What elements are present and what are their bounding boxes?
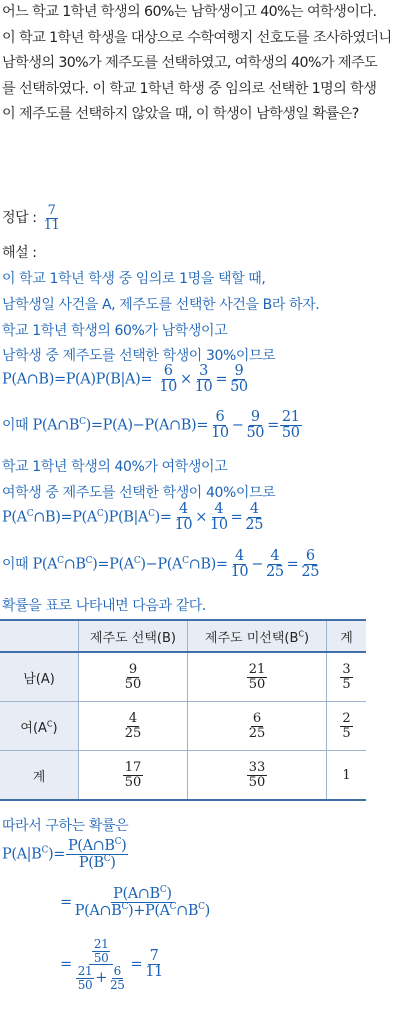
answer-fraction: [42, 204, 62, 232]
problem-text: [2, 0, 398, 128]
fraction-denominator: 50: [93, 950, 109, 965]
fraction-denominator: 11: [43, 217, 60, 233]
fraction: [157, 364, 179, 395]
fraction-numerator: 4: [249, 501, 259, 517]
header-text: 제주도 선택(B): [90, 630, 176, 646]
fraction-denominator: 10: [211, 425, 229, 442]
table-cell: [79, 702, 188, 751]
fraction-numerator: $P(A\cap B^C)$: [113, 885, 172, 902]
fraction-denominator: 11: [145, 964, 163, 981]
fraction: [340, 663, 352, 691]
fraction-text: P(A∩B: [113, 885, 160, 902]
equation-4: 이때 $P(A^C\cap B^C)=P(A^C)-P(A^C\cap B)=$ $\frac{4}{10}$ − $\frac{4}{25}$ = $\frac{6}{25}$: [2, 548, 320, 581]
fraction: [209, 410, 231, 441]
fraction-denominator: 50: [281, 425, 300, 442]
fraction: [123, 712, 144, 740]
solution-line: 여학생 중 제주도를 선택한 학생이 40%이므로: [2, 485, 276, 501]
table-cell: [79, 751, 188, 801]
fraction-denominator: 25: [248, 725, 266, 741]
fraction: [92, 938, 110, 964]
fraction-numerator: 7: [47, 203, 56, 218]
fraction-denominator: 10: [159, 379, 177, 396]
fraction: [108, 965, 126, 991]
fraction-denominator: 10: [174, 517, 193, 534]
fraction-denominator: 25: [109, 977, 125, 992]
fraction: [208, 502, 230, 533]
fraction-numerator: 17: [124, 759, 142, 775]
table-cell: [188, 652, 327, 702]
fraction-numerator: [89, 938, 113, 965]
fraction-text: P(B: [78, 854, 104, 871]
solution-line: 남학생 중 제주도를 선택한 학생이 30%이므로: [2, 348, 276, 364]
fraction-denominator: 25: [124, 725, 142, 741]
fraction-denominator: 50: [246, 425, 265, 442]
table-header-cell: 제주도 미선택$(B^C)$: [188, 620, 327, 652]
table-cell: 1: [327, 751, 367, 801]
fraction: [299, 549, 321, 580]
table-row: [0, 751, 366, 801]
fraction: [243, 502, 265, 533]
problem-line: 이 학교 1학년 학생을 대상으로 수학여행지 선호도를 조사하였더니: [2, 29, 392, 46]
table-header-row: [0, 620, 366, 652]
probability-table: [0, 619, 366, 801]
answer-row: [2, 204, 62, 232]
solution-label: 해설 :: [2, 245, 37, 261]
table-cell: [327, 652, 367, 702]
fraction-numerator: 7: [149, 947, 159, 964]
row-label-text: 여(A: [20, 720, 47, 736]
fraction-text: P(A∩B: [74, 902, 122, 919]
fraction-numerator: 9: [128, 661, 138, 677]
fraction-denominator: 10: [230, 564, 249, 581]
fraction-text: P(A∩B: [67, 837, 115, 854]
row-label: 여$(A^C)$: [0, 702, 79, 751]
fraction-numerator: 21: [93, 937, 109, 951]
table-header-cell: [0, 620, 79, 652]
equation-prefix: 이때: [2, 556, 29, 573]
fraction-numerator: 33: [248, 759, 266, 775]
fraction-denominator: 50: [77, 977, 93, 992]
fraction-denominator: 5: [342, 725, 351, 741]
solution-line: 학교 1학년 학생의 60%가 남학생이고: [2, 323, 228, 339]
fraction-denominator: 5: [342, 676, 351, 692]
solution-line: 이 학교 1학년 학생 중 임의로 1명을 택할 때,: [2, 271, 266, 287]
equation-text: )=P(A)−P(A∩B)=: [85, 417, 209, 434]
fraction-numerator: 6: [215, 409, 225, 425]
fraction: [244, 410, 266, 441]
fraction-denominator: 50: [248, 774, 266, 790]
fraction-numerator: 3: [199, 363, 208, 379]
fraction-denominator: 50: [124, 676, 142, 692]
header-text: 제주도 미선택(B: [204, 630, 299, 646]
fraction-text: P(A: [144, 902, 170, 919]
table-cell: [188, 702, 327, 751]
fraction-numerator: 6: [305, 548, 315, 564]
solution-line: 확률을 표로 나타내면 다음과 같다.: [2, 598, 206, 614]
solution-line: 학교 1학년 학생의 40%가 여학생이고: [2, 459, 228, 475]
row-label: 계: [0, 751, 79, 801]
fraction: [76, 965, 94, 991]
fraction-numerator: 21: [281, 409, 300, 425]
fraction: [73, 938, 130, 991]
final-eq-3: = $\frac{21}{50}$ $\frac{21}{50}$ + $\frac{6}{25}$ = $\frac{7}{11}$: [60, 937, 163, 992]
table-header-cell: 계: [327, 620, 367, 652]
equation-prefix: 이때: [2, 417, 29, 434]
fraction-denominator: $P(B^C)$: [78, 854, 116, 871]
fraction-numerator: 3: [342, 661, 351, 677]
fraction: [247, 761, 268, 789]
equation-text: P(A∩B)=P(A)P(B|A)=: [2, 371, 153, 388]
fraction: [247, 663, 268, 691]
table-header-cell: [79, 620, 188, 652]
fraction-denominator: 25: [245, 517, 264, 534]
fraction-numerator: 2: [342, 710, 351, 726]
fraction: [280, 410, 302, 441]
fraction: [123, 761, 144, 789]
equation-1: P(A∩B)=P(A)P(B|A)= $\frac{6}{10}$ × $\frac{3}{10}$ = $\frac{9}{50}$: [2, 363, 248, 396]
final-eq-1: $P(A|B^C)=$ $\frac{P(A\cap B^C)}{P(B^C)}$: [2, 837, 127, 871]
fraction-numerator: 4: [128, 710, 138, 726]
fraction-denominator: 50: [124, 774, 142, 790]
fraction-numerator: 9: [250, 409, 260, 425]
fraction-denominator: $\frac{21}{50}$ + $\frac{6}{25}$: [77, 964, 125, 992]
fraction: [123, 663, 144, 691]
fraction-numerator: 4: [270, 548, 280, 564]
table-cell: [327, 702, 367, 751]
fraction-numerator: 4: [235, 548, 244, 564]
fraction-denominator: 10: [194, 379, 213, 396]
fraction: [173, 502, 195, 533]
fraction-numerator: 4: [179, 501, 188, 517]
fraction-denominator: 50: [248, 676, 266, 692]
fraction-numerator: $P(A\cap B^C)$: [67, 837, 127, 854]
fraction-numerator: 9: [234, 363, 244, 379]
fraction-numerator: 4: [214, 501, 224, 517]
problem-line: 를 선택하였다. 이 학교 1학년 학생 중 임의로 선택한 1명의 학생: [2, 80, 377, 97]
problem-line: 이 제주도를 선택하지 않았을 때, 이 학생이 남학생일 확률은?: [2, 106, 359, 122]
fraction-denominator: 25: [301, 564, 320, 581]
fraction: [193, 364, 215, 395]
answer-label: 정답 :: [2, 210, 37, 227]
fraction-denominator: 10: [210, 517, 228, 534]
fraction-numerator: 6: [113, 964, 121, 979]
fraction: [228, 364, 250, 395]
table-row: [0, 652, 366, 702]
fraction: [66, 838, 128, 871]
equation-2: 이때 $P(A\cap B^C)=P(A)-P(A\cap B)=$ $\frac{6}{10}$ − $\frac{9}{50}$ = $\frac{21}{50}$: [2, 409, 300, 442]
fraction: [73, 886, 212, 919]
table-row: [0, 702, 366, 751]
problem-line: 어느 학교 1학년 학생의 60%는 남학생이고 40%는 여학생이다.: [2, 4, 377, 20]
fraction-numerator: 21: [77, 964, 93, 979]
fraction-denominator: $P(A\cap B^C)+P(A^C\cap B^C)$: [74, 902, 210, 919]
final-answer-fraction: [143, 949, 165, 980]
solution-line: 남학생일 사건을 A, 제주도를 선택한 사건을 B라 하자.: [2, 297, 320, 313]
equation-3: $P(A^C\cap B)=P(A^C)P(B|A^C)=$ $\frac{4}{10}$ × $\frac{4}{10}$ = $\frac{4}{25}$: [2, 501, 264, 534]
fraction-numerator: 21: [248, 661, 266, 677]
final-eq-2: = $\frac{P(A\cap B^C)}{P(A\cap B^C)+P(A^C\cap B^C)}$: [60, 885, 210, 919]
fraction: [247, 712, 268, 740]
fraction: [229, 549, 251, 580]
fraction-denominator: 25: [266, 564, 284, 581]
fraction-denominator: 50: [230, 379, 248, 396]
table-cell: [188, 751, 327, 801]
equation-text: P(A∩B: [32, 417, 80, 434]
fraction: [340, 712, 352, 740]
row-label: 남(A): [0, 652, 79, 702]
solution-line: 따라서 구하는 확률은: [2, 818, 129, 834]
fraction-numerator: 6: [163, 363, 173, 379]
problem-line: 남학생의 30%가 제주도를 선택하였고, 여학생의 40%가 제주도: [2, 55, 378, 71]
fraction-numerator: 6: [252, 710, 262, 726]
fraction: [264, 549, 286, 580]
table-cell: [79, 652, 188, 702]
